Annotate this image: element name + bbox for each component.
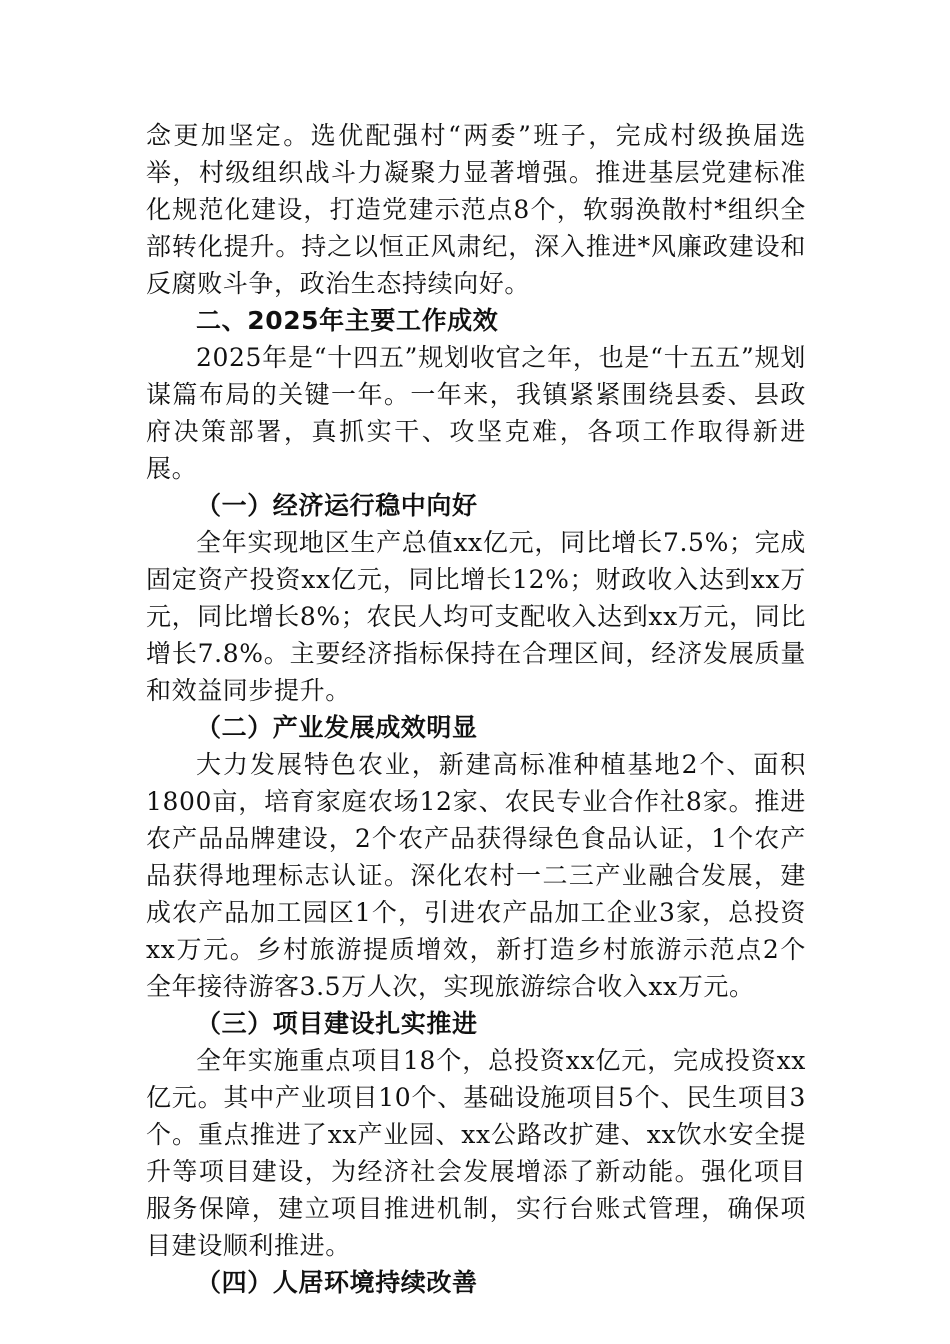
subsection-title-environment: （四）人居环境持续改善 <box>196 1268 478 1297</box>
subsection-title-economy: （一）经济运行稳中向好 <box>196 491 478 520</box>
subsection-body-economy: 全年实现地区生产总值xx亿元，同比增长7.5%；完成固定资产投资xx亿元，同比增长12%；财政收入达到xx万元，同比增长8%；农民人均可支配收入达到xx万元，同比增长7.8%。主要经济指标保持在合理区间，经济发展质量和效益同步提升。 <box>146 528 806 705</box>
document-body <box>146 117 806 1301</box>
subsection-title-industry: （二）产业发展成效明显 <box>196 713 478 742</box>
subsection-title-projects: （三）项目建设扎实推进 <box>196 1009 478 1038</box>
subsection-body-industry: 大力发展特色农业，新建高标准种植基地2个、面积1800亩，培育家庭农场12家、农民专业合作社8家。推进农产品品牌建设，2个农产品获得绿色食品认证，1个农产品获得地理标志认证。深化农村一二三产业融合发展，建成农产品加工园区1个，引进农产品加工企业3家，总投资xx万元。乡村旅游提质增效，新打造乡村旅游示范点2个全年接待游客3.5万人次，实现旅游综合收入xx万元。 <box>146 750 806 1001</box>
section-heading: 二、2025年主要工作成效 <box>196 306 499 335</box>
section-intro-paragraph: 2025年是“十四五”规划收官之年，也是“十五五”规划谋篇布局的关键一年。一年来，我镇紧紧围绕县委、县政府决策部署，真抓实干、攻坚克难，各项工作取得新进展。 <box>146 343 806 483</box>
subsection-body-projects: 全年实施重点项目18个，总投资xx亿元，完成投资xx亿元。其中产业项目10个、基础设施项目5个、民生项目3个。重点推进了xx产业园、xx公路改扩建、xx饮水安全提升等项目建设，为经济社会发展增添了新动能。强化项目服务保障，建立项目推进机制，实行台账式管理，确保项目建设顺利推进。 <box>146 1046 806 1260</box>
intro-paragraph: 念更加坚定。选优配强村“两委”班子，完成村级换届选举，村级组织战斗力凝聚力显著增强。推进基层党建标准化规范化建设，打造党建示范点8个，软弱涣散村*组织全部转化提升。持之以恒正风肃纪，深入推进*风廉政建设和反腐败斗争，政治生态持续向好。 <box>146 121 806 298</box>
